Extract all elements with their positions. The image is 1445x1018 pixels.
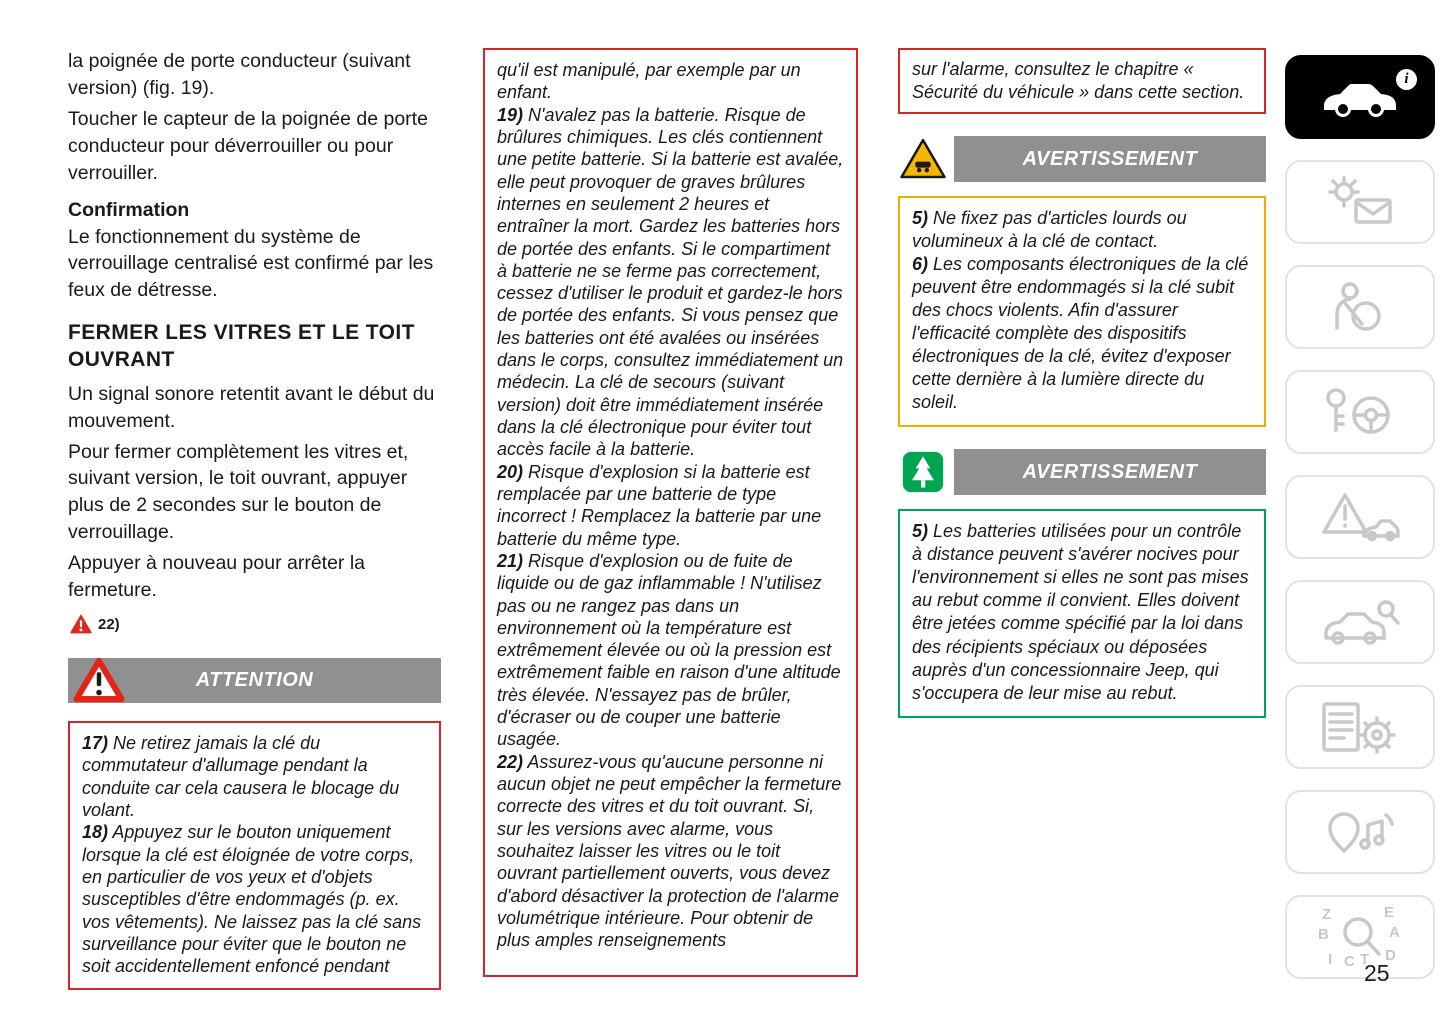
page-number: 25 bbox=[1364, 960, 1390, 986]
index-letter: D bbox=[1385, 947, 1396, 964]
warning-item-text: Risque d'explosion si la batterie est remplacée par une batterie de type incorrect ! Remplacez la batterie par une batterie du même type. bbox=[497, 461, 822, 549]
specs-list-gear-icon bbox=[1319, 699, 1401, 755]
chapter-tab-index[interactable] bbox=[1285, 895, 1435, 979]
chapter-tab-rail bbox=[1285, 55, 1435, 979]
index-letter: T bbox=[1360, 951, 1370, 968]
paragraph: Toucher le capteur de la poignée de porte conducteur pour déverrouiller ou pour verrouiller. bbox=[68, 107, 428, 184]
safety-airbag-icon bbox=[1322, 280, 1398, 334]
warning-item-number: 18) bbox=[82, 822, 109, 843]
caution-label: AVERTISSEMENT bbox=[1022, 147, 1198, 170]
chapter-tab-multimedia[interactable] bbox=[1285, 790, 1435, 874]
warning-item bbox=[497, 751, 844, 952]
alarm-note-box: sur l'alarme, consultez le chapitre « Sécurité du véhicule » dans cette section. bbox=[898, 48, 1266, 114]
warning-item-text: Risque d'explosion ou de fuite de liquide ou de gaz inflammable ! N'utilisez pas ou ne rangez pas dans un environnement où la température est extrêmement élevée ou où la pression est extrêmement faible en raison d'une altitude très élevée. N'essayez pas de brûler, d'écraser ou de couper une batterie usagée. bbox=[497, 550, 841, 750]
attention-triangle-icon bbox=[73, 655, 125, 705]
info-icon: i bbox=[1396, 69, 1417, 90]
caution-bar bbox=[954, 449, 1266, 495]
warning-item bbox=[497, 104, 844, 461]
attention-label: ATTENTION bbox=[195, 669, 314, 691]
chapter-tab-safety[interactable] bbox=[1285, 265, 1435, 349]
column-right bbox=[898, 48, 1266, 718]
caution-header-yellow bbox=[898, 136, 1266, 182]
chapter-tab-vehicle-info[interactable] bbox=[1285, 55, 1435, 139]
index-letter: B bbox=[1318, 926, 1329, 943]
warning-item bbox=[82, 732, 427, 821]
warning-item-number: 17) bbox=[82, 733, 109, 753]
warning-item bbox=[912, 207, 1252, 253]
chapter-tab-emergency[interactable] bbox=[1285, 475, 1435, 559]
index-letters-magnifier-icon bbox=[1318, 906, 1402, 968]
caution-box-green bbox=[898, 509, 1266, 717]
car-info-icon bbox=[1316, 74, 1404, 120]
attention-box-continued bbox=[483, 48, 858, 977]
warning-item-continuation: qu'il est manipulé, par exemple par un enfant. bbox=[497, 60, 801, 103]
chapter-tab-maintenance[interactable] bbox=[1285, 580, 1435, 664]
eco-tree-sign-icon bbox=[898, 449, 948, 495]
paragraph: Le fonctionnement du système de verrouillage centralisé est confirmé par les feux de détresse. bbox=[68, 225, 434, 302]
index-letter: Z bbox=[1322, 906, 1332, 923]
index-letter: I bbox=[1328, 951, 1333, 968]
caution-box-yellow bbox=[898, 196, 1266, 427]
key-steering-wheel-icon bbox=[1322, 385, 1398, 439]
warning-item-number: 19) bbox=[497, 104, 524, 125]
warning-item-text: Les composants électroniques de la clé peuvent être endommagés si la clé subit des chocs violents. Afin d'assurer l'efficacité complète des dispositifs électroniques de la clé, évitez d'exposer cette dernière à la lumière directe du soleil. bbox=[912, 254, 1249, 413]
warning-triangle-mini-icon bbox=[70, 614, 92, 634]
warning-item bbox=[912, 520, 1252, 704]
note-reference-row bbox=[70, 614, 441, 634]
heading-close-windows-roof: FERMER LES VITRES ET LE TOIT OUVRANT bbox=[68, 321, 415, 371]
paragraph: Appuyer à nouveau pour arrêter la fermeture. bbox=[68, 552, 366, 602]
emergency-triangle-car-icon bbox=[1320, 490, 1400, 544]
chapter-tab-warning-lights[interactable] bbox=[1285, 160, 1435, 244]
attention-header-bar bbox=[68, 658, 441, 703]
caution-bar bbox=[954, 136, 1266, 182]
warning-item-text: Assurez-vous qu'aucune personne ni aucun objet ne peut empêcher la fermeture correcte des vitres et du toit ouvrant. Si, sur les versions avec alarme, vous souhaitez laisser les vitres ou le toit ouvrant partiellement ouverts, vous devez d'abord désactiver la protection de l'alarme volumétrique intérieure. Pour obtenir de plus amples renseignements bbox=[497, 751, 842, 951]
warning-item-number: 5) bbox=[912, 208, 929, 229]
note-reference: 22) bbox=[98, 615, 120, 633]
paragraph: la poignée de porte conducteur (suivant version) (fig. 19). bbox=[68, 50, 411, 99]
skid-warning-sign-icon bbox=[898, 136, 948, 182]
warning-item-text: Appuyez sur le bouton uniquement lorsque la clé est éloignée de votre corps, en particulier de vos yeux et d'objets susceptibles d'être endommagés (p. ex. vos vêtements). Ne laissez pas la clé sans surveillance pour éviter que le bouton ne soit accidentellement enfoncé pendant bbox=[82, 822, 422, 977]
column-left bbox=[68, 48, 441, 990]
caution-header-green bbox=[898, 449, 1266, 495]
warning-item bbox=[82, 821, 427, 977]
paragraph: Un signal sonore retentit avant le début du mouvement. bbox=[68, 382, 435, 432]
warning-item-number: 20) bbox=[497, 461, 524, 482]
caution-label: AVERTISSEMENT bbox=[1022, 460, 1198, 483]
chapter-tab-starting-driving[interactable] bbox=[1285, 370, 1435, 454]
car-wrench-maintenance-icon bbox=[1320, 595, 1400, 649]
warning-item-number: 21) bbox=[497, 550, 524, 571]
warning-item-text: N'avalez pas la batterie. Risque de brûlures chimiques. Les clés contiennent une petite batterie. Si la batterie est avalée, elle peut provoquer de graves brûlures internes en seulement 2 heures et entraîner la mort. Gardez les batteries hors de portée des enfants. Si le compartiment à batterie ne se ferme pas correctement, cessez d'utiliser le produit et gardez-le hors de portée des enfants. Si vous pensez que les batteries ont été avalées ou insérées dans le corps, consultez immédiatement un médecin. La clé de secours (suivant version) doit être immédiatement insérée dans la clé électronique pour éviter tout accès facile à la batterie. bbox=[497, 104, 844, 460]
warning-item-text: Ne retirez jamais la clé du commutateur d'allumage pendant la conduite car cela causera le blocage du volant. bbox=[82, 733, 400, 820]
index-letter: A bbox=[1389, 924, 1400, 941]
attention-box-left bbox=[68, 721, 441, 990]
warning-item-text: Les batteries utilisées pour un contrôle à distance peuvent s'avérer nocives pour l'environnement si elles ne sont pas mises au rebut comme il convient. Elles doivent être jetées comme spécifié par la loi dans des récipients spéciaux ou déposées auprès d'un concessionnaire Jeep, qui s'occupera de leur mise au rebut. bbox=[912, 521, 1249, 703]
paragraph: Pour fermer complètement les vitres et, suivant version, le toit ouvrant, appuyer plus de 2 secondes sur le bouton de verrouillage. bbox=[68, 440, 409, 544]
warning-item bbox=[497, 461, 844, 550]
column-middle bbox=[483, 48, 858, 977]
warning-item bbox=[497, 550, 844, 751]
index-letter: C bbox=[1344, 953, 1355, 970]
warning-item-number: 6) bbox=[912, 254, 929, 275]
warning-item bbox=[912, 253, 1252, 414]
warning-lights-message-icon bbox=[1322, 176, 1398, 228]
chapter-tab-technical-data[interactable] bbox=[1285, 685, 1435, 769]
warning-item-number: 22) bbox=[497, 751, 524, 772]
multimedia-audio-icon bbox=[1320, 805, 1400, 859]
index-letter: E bbox=[1383, 904, 1394, 921]
warning-item-number: 5) bbox=[912, 521, 929, 542]
heading-confirmation: Confirmation bbox=[68, 198, 190, 221]
warning-item-text: Ne fixez pas d'articles lourds ou volumineux à la clé de contact. bbox=[912, 208, 1187, 252]
